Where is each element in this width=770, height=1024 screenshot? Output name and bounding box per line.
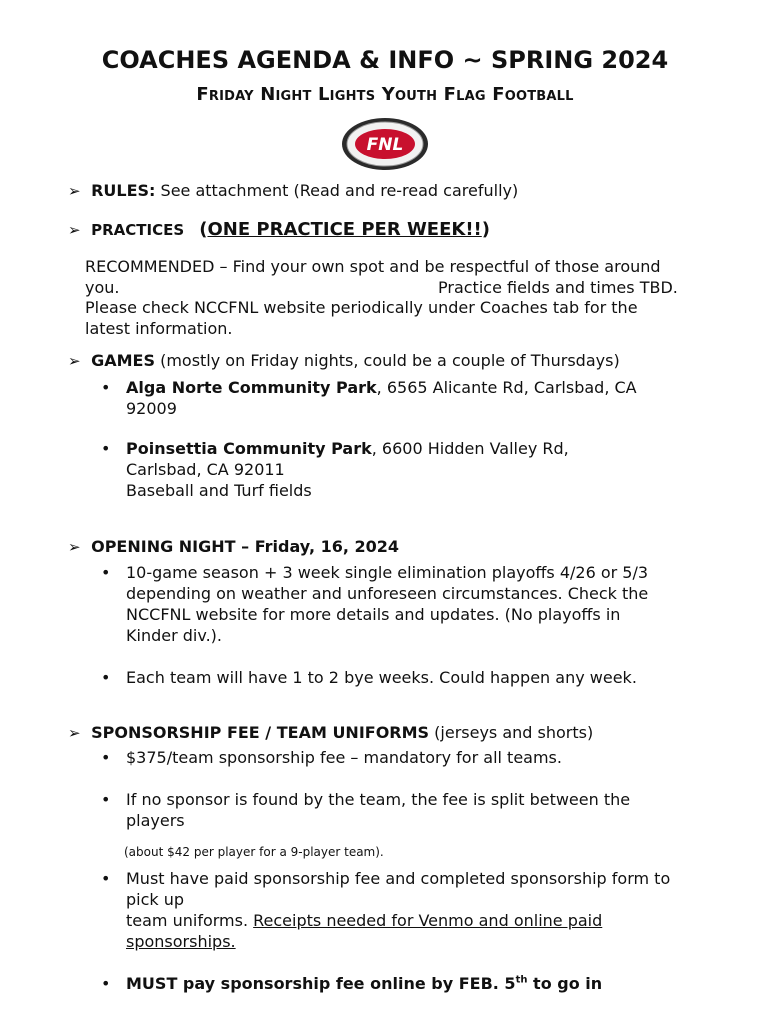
games-item-2-line-3: Baseball and Turf fields <box>126 481 312 500</box>
games-item-2-line-1: Poinsettia Community Park, 6600 Hidden Valley Rd, <box>126 439 569 458</box>
sponsorship-item-3-line-1: Must have paid sponsorship fee and completed sponsorship form to <box>126 869 671 888</box>
practices-section <box>68 219 490 241</box>
games-item-2-line-2: Carlsbad, CA 92011 <box>126 460 285 479</box>
bullet-icon: • <box>101 790 111 809</box>
practices-note: (ONE PRACTICE PER WEEK!!) <box>199 219 491 240</box>
games-item-1-line-1: Alga Norte Community Park, 6565 Alicante Rd, Carlsbad, CA <box>126 378 637 397</box>
logo-text: FNL <box>366 135 404 155</box>
sponsorship-section <box>68 722 593 744</box>
page-subtitle: Friday Night Lights Youth Flag Football <box>196 84 574 105</box>
sponsorship-item-3-line-2: pick up <box>126 890 185 909</box>
rules-heading: RULES: <box>91 181 156 200</box>
games-section <box>68 350 620 372</box>
bullet-icon: • <box>101 748 111 767</box>
bullet-icon: • <box>101 378 111 397</box>
sponsorship-item-3-line-3: team uniforms. Receipts needed for Venmo and online paid <box>126 911 603 930</box>
bullet-icon: • <box>101 974 111 993</box>
opening-section <box>68 536 399 558</box>
bullet-icon: • <box>101 439 111 458</box>
games-heading: GAMES <box>91 351 155 370</box>
opening-item-1-line-1: 10-game season + 3 week single elimination playoffs 4/26 or 5/3 <box>126 563 649 582</box>
opening-item-1-line-4: Kinder div.). <box>126 626 222 645</box>
arrow-bullet-icon: ➢ <box>68 724 81 742</box>
practices-line-1: RECOMMENDED – Find your own spot and be respectful of those around <box>85 257 661 276</box>
sponsorship-item-2-line-2: players <box>126 811 185 830</box>
opening-item-1-line-3: NCCFNL website for more details and updates. (No playoffs in <box>126 605 621 624</box>
opening-item-2-line-1: Each team will have 1 to 2 bye weeks. Could happen any week. <box>126 668 637 687</box>
arrow-bullet-icon: ➢ <box>68 352 81 370</box>
sponsorship-item-1: $375/team sponsorship fee – mandatory for all teams. <box>126 748 562 767</box>
sponsorship-item-4: MUST pay sponsorship fee online by FEB. 5th to go in <box>126 974 603 993</box>
fnl-logo <box>340 116 430 172</box>
sponsorship-desc: (jerseys and shorts) <box>429 723 594 742</box>
sponsorship-heading: SPONSORSHIP FEE / TEAM UNIFORMS <box>91 723 430 742</box>
practices-line-4: latest information. <box>85 319 233 338</box>
arrow-bullet-icon: ➢ <box>68 182 81 200</box>
opening-item-1-line-2: depending on weather and unforeseen circumstances. Check the <box>126 584 649 603</box>
bullet-icon: • <box>101 668 111 687</box>
bullet-icon: • <box>101 563 111 582</box>
bullet-icon: • <box>101 869 111 888</box>
sponsorship-note: (about $42 per player for a 9-player team). <box>124 845 384 859</box>
arrow-bullet-icon: ➢ <box>68 221 81 239</box>
receipts-link: Receipts needed for Venmo and online paid <box>253 911 603 930</box>
games-desc: (mostly on Friday nights, could be a couple of Thursdays) <box>154 351 620 370</box>
rules-text: See attachment (Read and re-read carefully) <box>155 181 519 200</box>
practices-line-3: Please check NCCFNL website periodically under Coaches tab for the <box>85 298 638 317</box>
games-item-1-line-2: 92009 <box>126 399 177 418</box>
practices-line-2b: Practice fields and times TBD. <box>438 278 678 297</box>
practices-line-2a: you. <box>85 278 120 297</box>
rules-section <box>68 180 518 202</box>
opening-heading: OPENING NIGHT – Friday, 16, 2024 <box>91 537 400 556</box>
page-title: COACHES AGENDA & INFO ~ SPRING 2024 <box>101 46 669 74</box>
sponsorship-item-3-line-4: sponsorships. <box>126 932 236 951</box>
arrow-bullet-icon: ➢ <box>68 538 81 556</box>
practices-heading: PRACTICES <box>91 221 185 239</box>
sponsorship-item-2-line-1: If no sponsor is found by the team, the fee is split between the <box>126 790 631 809</box>
